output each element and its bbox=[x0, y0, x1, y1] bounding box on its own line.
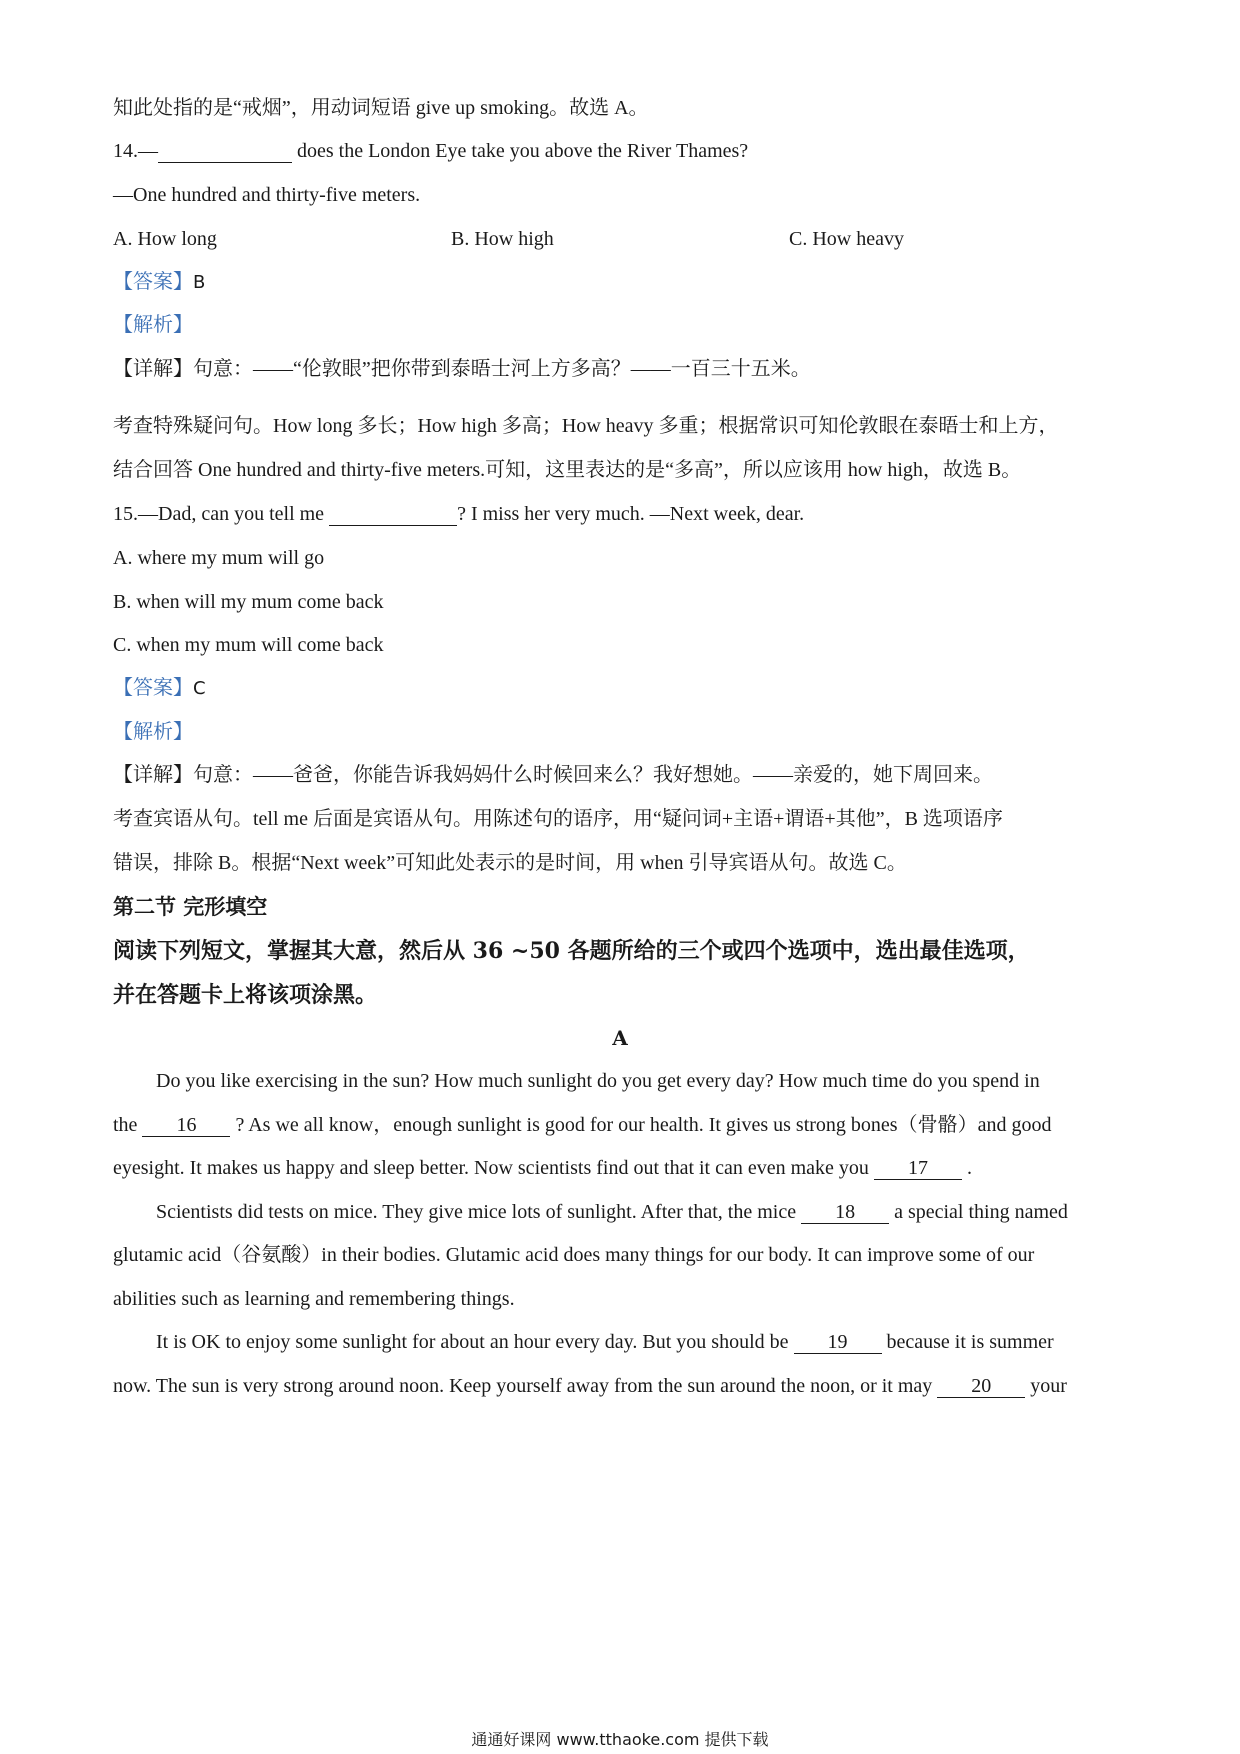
passage-p1-line-3 bbox=[113, 1155, 972, 1181]
q14-option-b: B. How high bbox=[451, 228, 554, 250]
blank-19: 19 bbox=[794, 1331, 882, 1354]
passage-p3-line-1 bbox=[156, 1329, 1054, 1355]
q14-answer-tag: 【答案】 bbox=[113, 271, 193, 293]
q15-option-c: C. when my mum will come back bbox=[113, 634, 384, 656]
q15-explain-1: 考查宾语从句。tell me 后面是宾语从句。用陈述句的语序，用“疑问词+主语+谓语+其他”，B 选项语序 bbox=[113, 808, 1003, 830]
text-fragment: ? As we all know，enough sunlight is good for our health. It gives us strong bones（骨骼）and good bbox=[230, 1114, 1052, 1136]
text-fragment: Scientists did tests on mice. They give mice lots of sunlight. After that, the mice bbox=[156, 1201, 802, 1223]
page-footer: 通通好课网 www.tthaoke.com 提供下载 bbox=[471, 1730, 769, 1749]
text-fragment: a special thing named bbox=[889, 1201, 1068, 1223]
passage-p1-line-1: Do you like exercising in the sun? How much sunlight do you get every day? How much time do you spend in bbox=[156, 1070, 1040, 1092]
text-fragment: the bbox=[113, 1114, 143, 1136]
text-fragment: your bbox=[1025, 1375, 1067, 1397]
passage-p2-line-2: glutamic acid（谷氨酸）in their bodies. Glutamic acid does many things for our body. It can improve some of our bbox=[113, 1244, 1035, 1266]
q15-prefix: 15.—Dad, can you tell me bbox=[113, 503, 330, 525]
q15-option-b: B. when will my mum come back bbox=[113, 591, 384, 613]
passage-p3-line-2 bbox=[113, 1373, 1067, 1399]
passage-label: A bbox=[612, 1026, 628, 1050]
q14-detail: 【详解】句意：——“伦敦眼”把你带到泰晤士河上方多高？——一百三十五米。 bbox=[113, 358, 811, 380]
q14-answer-letter: B bbox=[193, 272, 206, 293]
text-fragment: eyesight. It makes us happy and sleep better. Now scientists find out that it can even make you bbox=[113, 1157, 874, 1179]
q15-analysis-tag: 【解析】 bbox=[113, 721, 193, 743]
passage-p1-line-2 bbox=[113, 1112, 1051, 1138]
passage-p2-line-1 bbox=[156, 1199, 1068, 1225]
q14-reply: —One hundred and thirty-five meters. bbox=[113, 184, 421, 206]
q14-option-a: A. How long bbox=[113, 228, 217, 250]
q14-answer bbox=[113, 269, 205, 296]
text-fragment: . bbox=[961, 1157, 972, 1179]
q15-answer-letter: C bbox=[193, 678, 206, 699]
blank-18: 18 bbox=[801, 1201, 889, 1224]
q15-stem bbox=[113, 501, 804, 527]
q15-option-a: A. where my mum will go bbox=[113, 547, 325, 569]
blank-16: 16 bbox=[142, 1114, 230, 1137]
q14-explain-2: 结合回答 One hundred and thirty-five meters.可知，这里表达的是“多高”，所以应该用 how high，故选 B。 bbox=[113, 459, 1022, 481]
q14-option-c: C. How heavy bbox=[789, 228, 904, 250]
q15-answer-tag: 【答案】 bbox=[113, 677, 193, 699]
q15-suffix: ? I miss her very much. —Next week, dear. bbox=[457, 503, 805, 525]
section-instruction-1: 阅读下列短文，掌握其大意，然后从 36 ~50 各题所给的三个或四个选项中，选出最佳选项， bbox=[113, 938, 1030, 964]
text-fragment: It is OK to enjoy some sunlight for about an hour every day. But you should be bbox=[156, 1331, 794, 1353]
q15-answer bbox=[113, 675, 206, 702]
q14-analysis-tag: 【解析】 bbox=[113, 314, 193, 336]
q14-blank bbox=[158, 140, 292, 163]
q14-prefix: 14.— bbox=[113, 140, 158, 162]
section-instruction-2: 并在答题卡上将该项涂黑。 bbox=[113, 982, 378, 1008]
q15-detail: 【详解】句意：——爸爸，你能告诉我妈妈什么时候回来么？我好想她。——亲爱的，她下周回来。 bbox=[113, 764, 993, 786]
text-fragment: because it is summer bbox=[881, 1331, 1054, 1353]
q15-explain-2: 错误，排除 B。根据“Next week”可知此处表示的是时间，用 when 引导宾语从句。故选 C。 bbox=[113, 852, 907, 874]
q15-blank bbox=[329, 503, 457, 526]
passage-p2-line-3: abilities such as learning and remembering things. bbox=[113, 1288, 515, 1310]
blank-20: 20 bbox=[937, 1375, 1025, 1398]
q14-stem bbox=[113, 138, 748, 164]
q14-suffix: does the London Eye take you above the River Thames? bbox=[292, 140, 749, 162]
q14-explain-1: 考查特殊疑问句。How long 多长；How high 多高；How heavy 多重；根据常识可知伦敦眼在泰晤士和上方， bbox=[113, 415, 1059, 437]
section-title: 第二节 完形填空 bbox=[113, 894, 268, 919]
line-top: 知此处指的是“戒烟”，用动词短语 give up smoking。故选 A。 bbox=[113, 97, 649, 119]
blank-17: 17 bbox=[874, 1157, 962, 1180]
text-fragment: now. The sun is very strong around noon. Keep yourself away from the sun around the noon, or it may bbox=[113, 1375, 938, 1397]
